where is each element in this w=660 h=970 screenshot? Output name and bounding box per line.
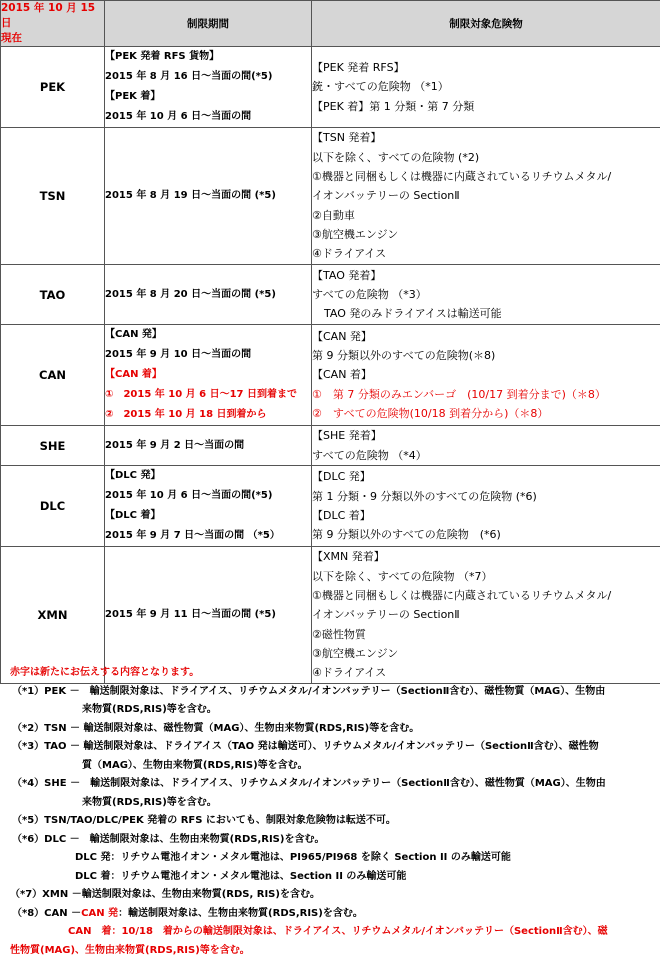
target-line: イオンバッテリーの SectionⅡ — [312, 608, 460, 622]
period-line-new: ① 2015 年 10 月 6 日～17 日到着まで — [105, 389, 297, 400]
header-target: 制限対象危険物 — [312, 1, 660, 47]
period-line: 【CAN 発】 — [105, 329, 162, 340]
period-line-new: 【CAN 着】 — [105, 369, 162, 380]
note-4: （*4）SHE － 輸送制限対象は、ドライアイス、リチウムメタル/イオンバッテリー（SectionⅡ含む）、磁性物質（MAG）、生物由 — [12, 778, 606, 789]
period-line: 2015 年 10 月 6 日～当面の間 — [105, 111, 252, 122]
target-line: 【DLC 発】 — [312, 470, 371, 484]
target-line: 銃・すべての危険物 （*1） — [312, 80, 449, 94]
note-3: （*3）TAO － 輸送制限対象は、ドライアイス（TAO 発は輸送可）、リチウムメタル/イオンバッテリー（SectionⅡ含む）、磁性物 — [12, 741, 599, 752]
target-line: 【CAN 発】 — [312, 329, 372, 343]
row-tsn — [1, 128, 660, 265]
period-line: 2015 年 9 月 10 日～当面の間 — [105, 349, 252, 360]
target-line: 第 9 分類以外のすべての危険物(＊8) — [312, 349, 496, 363]
target-line: 【DLC 着】 — [312, 509, 371, 522]
period-cell — [105, 128, 312, 265]
target-line: ②自動車 — [312, 208, 355, 222]
row-tao — [1, 265, 660, 325]
row-xmn — [1, 547, 660, 684]
target-cell — [312, 128, 660, 265]
airport-code: SHE — [1, 426, 105, 466]
header-row — [1, 1, 660, 47]
airport-code: PEK — [1, 47, 105, 128]
as-of-date — [1, 1, 105, 47]
target-cell — [312, 466, 660, 547]
period-line: 【DLC 発】 — [105, 470, 161, 481]
date-line-1: 2015 年 10 月 15 日 — [1, 2, 96, 29]
period-line: 2015 年 8 月 19 日～当面の間 (*5) — [105, 190, 276, 201]
header-period: 制限期間 — [105, 1, 312, 47]
row-she — [1, 426, 660, 466]
note-5: （*5）TSN/TAO/DLC/PEK 発着の RFS においても、制限対象危険物は転送不可。 — [12, 815, 396, 826]
period-line: 2015 年 9 月 11 日～当面の間 (*5) — [105, 609, 276, 620]
target-line: ③航空機エンジン — [312, 646, 399, 660]
date-line-2: 現在 — [1, 32, 22, 44]
note-6: （*6）DLC － 輸送制限対象は、生物由来物質(RDS,RIS)を含む。 — [12, 833, 325, 845]
target-line: 【PEK 発着 RFS】 — [312, 61, 405, 75]
target-line: イオンバッテリーの SectionⅡ — [312, 189, 460, 203]
airport-code: CAN — [1, 325, 105, 426]
note-3-cont: 質（MAG）、生物由来物質(RDS,RIS)等を含む。 — [82, 759, 308, 771]
target-cell — [312, 265, 660, 325]
target-line: 第 9 分類以外のすべての危険物 (*6) — [312, 528, 501, 542]
note-7: （*7）XMN －輸送制限対象は、生物由来物質(RDS, RIS)を含む。 — [10, 889, 320, 900]
new-info-notice: 赤字は新たにお伝えする内容となります。 — [10, 667, 200, 678]
period-line: 【PEK 発着 RFS 貨物】 — [105, 51, 220, 62]
target-line: 第 1 分類・9 分類以外のすべての危険物 (*6) — [312, 489, 537, 503]
period-cell — [105, 265, 312, 325]
target-line: すべての危険物 （*4） — [312, 448, 427, 462]
note-1-cont: 来物質(RDS,RIS)等を含む。 — [82, 704, 217, 715]
period-cell — [105, 547, 312, 684]
target-line: 【TAO 発着】 — [312, 268, 382, 282]
target-line: 【XMN 発着】 — [312, 550, 385, 564]
target-line-new: ② すべての危険物(10/18 到着分から)（＊8） — [312, 406, 549, 420]
note-8-can-arrival-cont: 性物質(MAG)、生物由来物質(RDS,RIS)等を含む。 — [10, 944, 250, 956]
footnotes — [10, 664, 655, 960]
period-line: 【PEK 着】 — [105, 91, 161, 102]
airport-code: XMN — [1, 547, 105, 684]
target-cell — [312, 47, 660, 128]
note-8-red: CAN 発 — [81, 907, 119, 919]
period-cell — [105, 466, 312, 547]
period-line: 2015 年 10 月 6 日～当面の間(*5) — [105, 490, 273, 501]
target-line: ①機器と同梱もしくは機器に内蔵されているリチウムメタル/ — [312, 589, 612, 603]
note-8-rest: ：輸送制限対象は、生物由来物質(RDS,RIS)を含む。 — [118, 907, 363, 919]
target-line: TAO 発のみドライアイスは輸送可能 — [324, 307, 502, 321]
target-line: ②磁性物質 — [312, 627, 366, 641]
row-dlc — [1, 466, 660, 547]
note-4-cont: 来物質(RDS,RIS)等を含む。 — [82, 796, 217, 808]
period-line: 2015 年 8 月 16 日～当面の間(*5) — [105, 71, 273, 82]
note-8 — [10, 905, 655, 924]
target-line: 【TSN 発着】 — [312, 131, 382, 145]
target-line: すべての危険物 （*3） — [312, 287, 427, 301]
target-line: ④ドライアイス — [312, 666, 387, 680]
target-line: 【CAN 着】 — [312, 368, 372, 382]
note-6-dlc-departure: DLC 発：リチウム電池イオン・メタル電池は、PI965/PI968 を除く Section II のみ輸送可能 — [75, 852, 511, 863]
target-line: ③航空機エンジン — [312, 227, 399, 241]
target-line: 【PEK 着】第 1 分類・第 7 分類 — [312, 99, 475, 113]
target-line: ④ドライアイス — [312, 247, 387, 261]
target-cell — [312, 547, 660, 684]
period-cell — [105, 426, 312, 466]
target-cell — [312, 325, 660, 426]
target-cell — [312, 426, 660, 466]
note-2: （*2）TSN － 輸送制限対象は、磁性物質（MAG）、生物由来物質(RDS,RIS)等を含む。 — [12, 722, 420, 734]
period-line-new: ② 2015 年 10 月 18 日到着から — [105, 409, 267, 420]
target-line-new: ① 第 7 分類のみエンバーゴ (10/17 到着分まで)（＊8） — [312, 387, 606, 401]
period-line: 2015 年 8 月 20 日～当面の間 (*5) — [105, 288, 276, 300]
target-line: 以下を除く、すべての危険物 (*2) — [312, 150, 480, 164]
target-line: ①機器と同梱もしくは機器に内蔵されているリチウムメタル/ — [312, 170, 612, 184]
row-pek — [1, 47, 660, 128]
period-line: 2015 年 9 月 2 日～当面の間 — [105, 439, 245, 451]
note-8-can-arrival: CAN 着：10/18 着からの輸送制限対象は、ドライアイス、リチウムメタル/イオンバッテリー（SectionⅡ含む）、磁 — [68, 926, 608, 937]
period-line: 【DLC 着】 — [105, 510, 161, 521]
row-can — [1, 325, 660, 426]
note-8-prefix: （*8）CAN － — [12, 907, 82, 919]
target-line: 【SHE 発着】 — [312, 429, 382, 443]
target-line: 以下を除く、すべての危険物 （*7） — [312, 569, 493, 583]
airport-code: TSN — [1, 128, 105, 265]
period-cell — [105, 47, 312, 128]
period-cell — [105, 325, 312, 426]
note-1: （*1）PEK － 輸送制限対象は、ドライアイス、リチウムメタル/イオンバッテリー（SectionⅡ含む）、磁性物質（MAG）、生物由 — [12, 685, 606, 697]
airport-code: DLC — [1, 466, 105, 547]
period-line: 2015 年 9 月 7 日～当面の間 （*5） — [105, 530, 280, 541]
airport-code: TAO — [1, 265, 105, 325]
note-6-dlc-arrival: DLC 着：リチウム電池イオン・メタル電池は、Section II のみ輸送可能 — [75, 870, 407, 882]
